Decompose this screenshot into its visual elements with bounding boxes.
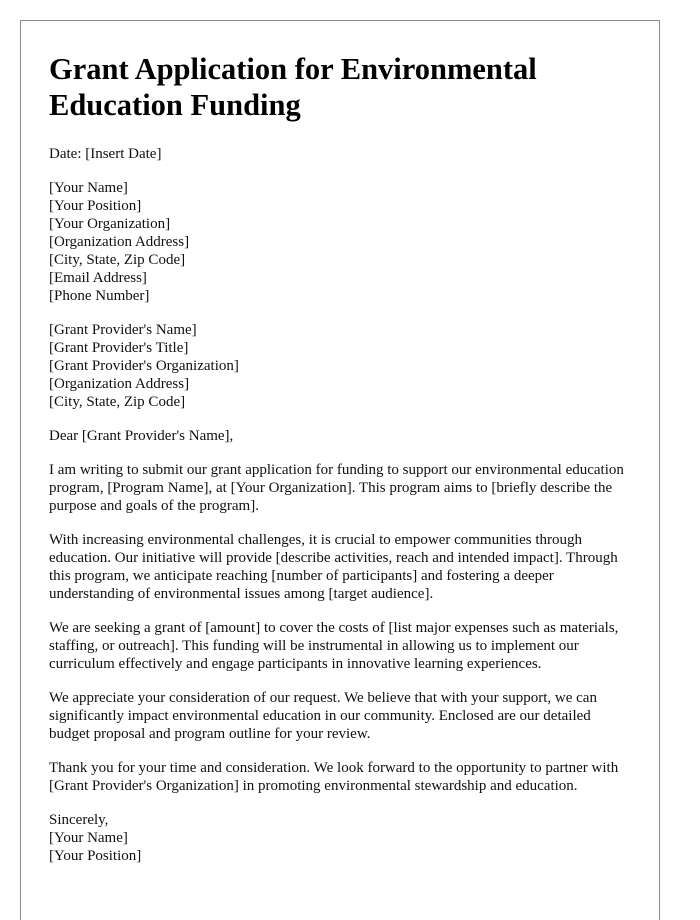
sender-phone: [Phone Number] xyxy=(49,288,150,304)
recipient-address-block xyxy=(49,321,631,411)
sender-name: [Your Name] xyxy=(49,180,128,196)
date-text: Date: [Insert Date] xyxy=(49,146,162,162)
sender-position: [Your Position] xyxy=(49,198,142,214)
sender-organization: [Your Organization] xyxy=(49,216,171,232)
body-paragraph-appreciation: We appreciate your consideration of our request. We believe that with your support, we can significantly impact environmental education in our community. Enclosed are our detailed budget proposal and program outline for your review. xyxy=(49,690,597,742)
body-paragraph-request: We are seeking a grant of [amount] to cover the costs of [list major expenses such as materials, staffing, or outreach]. This funding will be instrumental in allowing us to implement our curriculum effectively and engage participants in innovative learning experiences. xyxy=(49,620,619,672)
body-paragraph-thanks: Thank you for your time and consideration. We look forward to the opportunity to partner with [Grant Provider's Organization] in promoting environmental stewardship and education. xyxy=(49,760,619,794)
recipient-organization-address: [Organization Address] xyxy=(49,376,190,392)
body-paragraph-intro: I am writing to submit our grant application for funding to support our environmental education program, [Program Name], at [Your Organization]. This program aims to [briefly describe the purpose and goals of the program]. xyxy=(49,462,624,514)
recipient-title: [Grant Provider's Title] xyxy=(49,340,189,356)
sender-organization-address: [Organization Address] xyxy=(49,234,190,250)
salutation: Dear [Grant Provider's Name], xyxy=(49,428,234,444)
signature-position: [Your Position] xyxy=(49,848,142,864)
recipient-city-state-zip: [City, State, Zip Code] xyxy=(49,394,186,410)
sender-address-block xyxy=(49,179,631,305)
sender-city-state-zip: [City, State, Zip Code] xyxy=(49,252,186,268)
signature-block xyxy=(49,811,631,865)
closing: Sincerely, xyxy=(49,812,109,828)
date-line xyxy=(49,145,631,163)
body-paragraph-need: With increasing environmental challenges, it is crucial to empower communities through education. Our initiative will provide [describe activities, reach and intended impact]. Through this program, we anticipate reaching [number of participants] and fostering a deeper understanding of environmental issues among [target audience]. xyxy=(49,532,618,602)
signature-name: [Your Name] xyxy=(49,830,128,846)
letter-page xyxy=(20,20,660,920)
recipient-organization: [Grant Provider's Organization] xyxy=(49,358,239,374)
sender-email: [Email Address] xyxy=(49,270,147,286)
recipient-name: [Grant Provider's Name] xyxy=(49,322,197,338)
letter-title: Grant Application for Environmental Education Funding xyxy=(49,52,537,122)
